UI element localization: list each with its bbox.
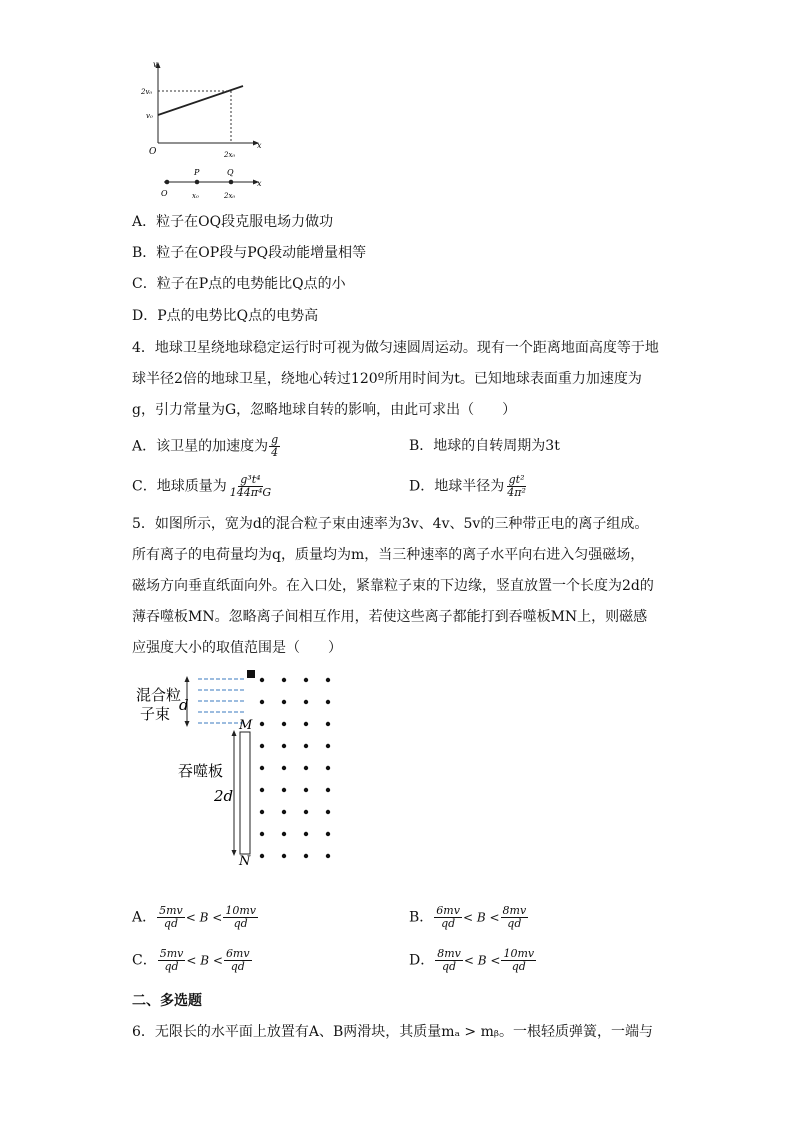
q3-option-d-text: P点的电势比Q点的电势高	[157, 308, 319, 324]
q3-option-a-letter: A．	[132, 214, 157, 230]
d-label: d	[179, 696, 189, 714]
field-dot	[326, 700, 330, 704]
point-o	[165, 180, 170, 185]
q5-option-a-n2: 10mv	[225, 904, 256, 917]
q5-option-c-letter: C．	[132, 952, 157, 969]
v-x-graph	[140, 58, 280, 203]
plate-label: 吞噬板	[178, 762, 224, 780]
n-label: N	[239, 854, 251, 869]
q4-option-a-num: g	[271, 433, 279, 446]
q5-line-2: 所有离子的电荷量均为q，质量均为m，当三种速率的离子水平向右进入匀强磁场，	[132, 547, 645, 563]
q5-option-a-frac1	[157, 905, 185, 930]
axis-v-label: v	[153, 60, 158, 69]
field-dot	[282, 722, 286, 726]
q3-option-a-text: 粒子在OQ段克服电场力做功	[156, 214, 334, 230]
2d-arrow-top	[232, 730, 237, 736]
q4-option-d-fraction	[505, 474, 528, 499]
q3-option-c	[132, 274, 346, 294]
m-label: M	[239, 718, 253, 733]
q4-option-a-prefix: A．该卫星的加速度为	[132, 438, 269, 455]
q3-option-d	[132, 306, 318, 326]
q5-line-3: 磁场方向垂直纸面向外。在入口处，紧靠粒子束的下边缘，竖直放置一个长度为2d的	[132, 578, 654, 594]
field-dot	[326, 766, 330, 770]
q3-option-a	[132, 212, 333, 232]
field-dot	[304, 766, 308, 770]
field-dot	[282, 854, 286, 858]
tick-2v0: 2v₀	[141, 88, 153, 96]
q4-line-1: 4．地球卫星绕地球稳定运行时可视为做匀速圆周运动。现有一个距离地面高度等于地	[132, 340, 659, 356]
q4-option-c	[132, 474, 274, 499]
q5-line-5: 应强度大小的取值范围是（ ）	[132, 640, 342, 656]
field-dot	[326, 854, 330, 858]
field-dot	[326, 678, 330, 682]
q4-option-c-fraction	[228, 474, 273, 499]
q4-option-b: B．地球的自转周期为3t	[409, 438, 560, 454]
field-dot	[260, 854, 264, 858]
field-dot	[260, 722, 264, 726]
point-p-label: P	[194, 168, 200, 177]
q5-option-c-d1: qd	[164, 960, 179, 973]
q3-option-c-letter: C．	[132, 276, 157, 292]
q5-option-b-frac1	[434, 905, 462, 930]
q4-option-c-prefix: C．地球质量为	[132, 478, 227, 495]
d-arrow-bottom	[185, 721, 190, 727]
beam-marker	[247, 670, 255, 678]
field-dot	[326, 810, 330, 814]
line-x0-label: x₀	[192, 192, 199, 200]
point-q	[229, 180, 234, 185]
field-dot	[260, 810, 264, 814]
field-dot	[282, 832, 286, 836]
field-dot	[304, 722, 308, 726]
q5-option-d-n2: 10mv	[503, 947, 535, 960]
q5-option-c-frac2	[224, 948, 252, 973]
magnetic-field-figure	[130, 666, 360, 872]
field-dot	[260, 744, 264, 748]
point-q-label: Q	[227, 168, 234, 177]
q3-option-d-letter: D．	[132, 308, 158, 324]
field-dot	[260, 766, 264, 770]
q5-option-b-n2: 8mv	[502, 904, 527, 917]
q5-option-c	[132, 948, 253, 973]
beam-label-line-1: 混合粒	[136, 686, 182, 704]
q5-option-d-letter: D．	[409, 952, 435, 969]
field-dot	[260, 832, 264, 836]
q6-line-1: 6．无限长的水平面上放置有A、B两滑块，其质量mₐ > mᵦ。一根轻质弹簧，一端与	[132, 1024, 653, 1040]
q5-option-a-letter: A．	[132, 909, 157, 926]
q4-option-a	[132, 434, 281, 459]
q3-option-b-text: 粒子在OP段与PQ段动能增量相等	[156, 245, 367, 261]
q5-option-d-mid: < B <	[463, 953, 501, 968]
field-dot	[304, 678, 308, 682]
field-dot	[304, 810, 308, 814]
q4-option-c-num: g³t⁴	[240, 473, 261, 486]
axis-x-label: x	[257, 141, 262, 150]
q5-option-d-frac1	[435, 948, 463, 973]
q5-option-a-d1: qd	[163, 917, 178, 930]
tick-v0: v₀	[146, 112, 153, 120]
q5-option-d	[409, 948, 537, 973]
q3-option-b	[132, 243, 366, 263]
beam-label-line-2: 子束	[140, 705, 171, 723]
field-dot	[282, 810, 286, 814]
q5-option-d-d2: qd	[511, 960, 526, 973]
particle-beam	[198, 679, 246, 723]
point-p	[195, 180, 200, 185]
q4-option-a-fraction	[269, 434, 280, 459]
section-heading: 二、多选题	[132, 993, 202, 1009]
q4-option-d-prefix: D．地球半径为	[409, 478, 505, 495]
q4-option-d-num: gt²	[508, 473, 525, 486]
field-dot	[326, 744, 330, 748]
q5-option-c-n1: 5mv	[159, 947, 184, 960]
field-dot	[282, 788, 286, 792]
q5-option-b-n1: 6mv	[436, 904, 460, 917]
q5-option-c-n2: 6mv	[225, 947, 250, 960]
d-arrow-top	[185, 676, 190, 682]
q3-option-b-letter: B．	[132, 245, 157, 261]
field-dot	[326, 788, 330, 792]
field-dot	[304, 854, 308, 858]
field-dot	[282, 700, 286, 704]
origin-label: O	[149, 147, 157, 157]
field-dots	[260, 678, 330, 858]
q4-option-d-den: 4π²	[507, 486, 526, 499]
field-dot	[304, 788, 308, 792]
q5-option-c-d2: qd	[230, 960, 245, 973]
q5-option-d-n1: 8mv	[437, 947, 461, 960]
field-dot	[304, 832, 308, 836]
field-dot	[304, 700, 308, 704]
2d-arrow-bottom	[232, 850, 237, 856]
q5-line-1: 5．如图所示，宽为d的混合粒子束由速率为3v、4v、5v的三种带正电的离子组成。	[132, 516, 649, 532]
q5-option-a	[132, 905, 259, 930]
q5-option-d-d1: qd	[442, 960, 457, 973]
absorber-plate	[240, 732, 250, 854]
q5-option-d-frac2	[501, 948, 536, 973]
tick-2x0: 2x₀	[224, 151, 236, 159]
2d-label: 2d	[214, 787, 234, 805]
q5-line-4: 薄吞噬板MN。忽略离子间相互作用，若使这些离子都能打到吞噬板MN上，则磁感	[132, 609, 648, 625]
v-x-line	[158, 86, 243, 115]
field-dot	[326, 832, 330, 836]
field-dot	[304, 744, 308, 748]
line-origin-label: O	[161, 189, 168, 198]
q3-option-c-text: 粒子在P点的电势能比Q点的小	[156, 276, 346, 292]
field-dot	[326, 722, 330, 726]
field-dot	[282, 766, 286, 770]
q4-line-2: 球半径2倍的地球卫星，绕地心转过120º所用时间为t。已知地球表面重力加速度为	[132, 371, 642, 387]
q5-option-a-d2: qd	[233, 917, 248, 930]
q5-option-c-mid: < B <	[186, 953, 223, 968]
q5-option-a-n1: 5mv	[159, 904, 183, 917]
field-dot	[260, 678, 264, 682]
q5-option-b-d1: qd	[441, 917, 456, 930]
line-x-label: x	[257, 179, 262, 188]
q5-option-c-frac1	[158, 948, 186, 973]
field-dot	[282, 744, 286, 748]
q4-option-a-den: 4	[271, 446, 279, 459]
field-dot	[260, 788, 264, 792]
q5-option-a-frac2	[223, 905, 258, 930]
field-dot	[282, 678, 286, 682]
q5-option-b-frac2	[501, 905, 529, 930]
q4-option-d	[409, 474, 529, 499]
q5-option-b	[409, 905, 529, 930]
line-2x0-label: 2x₀	[224, 192, 236, 200]
q4-line-3: g，引力常量为G，忽略地球自转的影响，由此可求出（ ）	[132, 402, 517, 418]
field-dot	[260, 700, 264, 704]
q4-option-c-den: 144π⁴G	[229, 486, 272, 499]
q5-option-b-letter: B．	[409, 909, 434, 926]
q5-option-a-mid: < B <	[185, 910, 223, 925]
q5-option-b-d2: qd	[507, 917, 522, 930]
q5-option-b-mid: < B <	[462, 910, 500, 925]
